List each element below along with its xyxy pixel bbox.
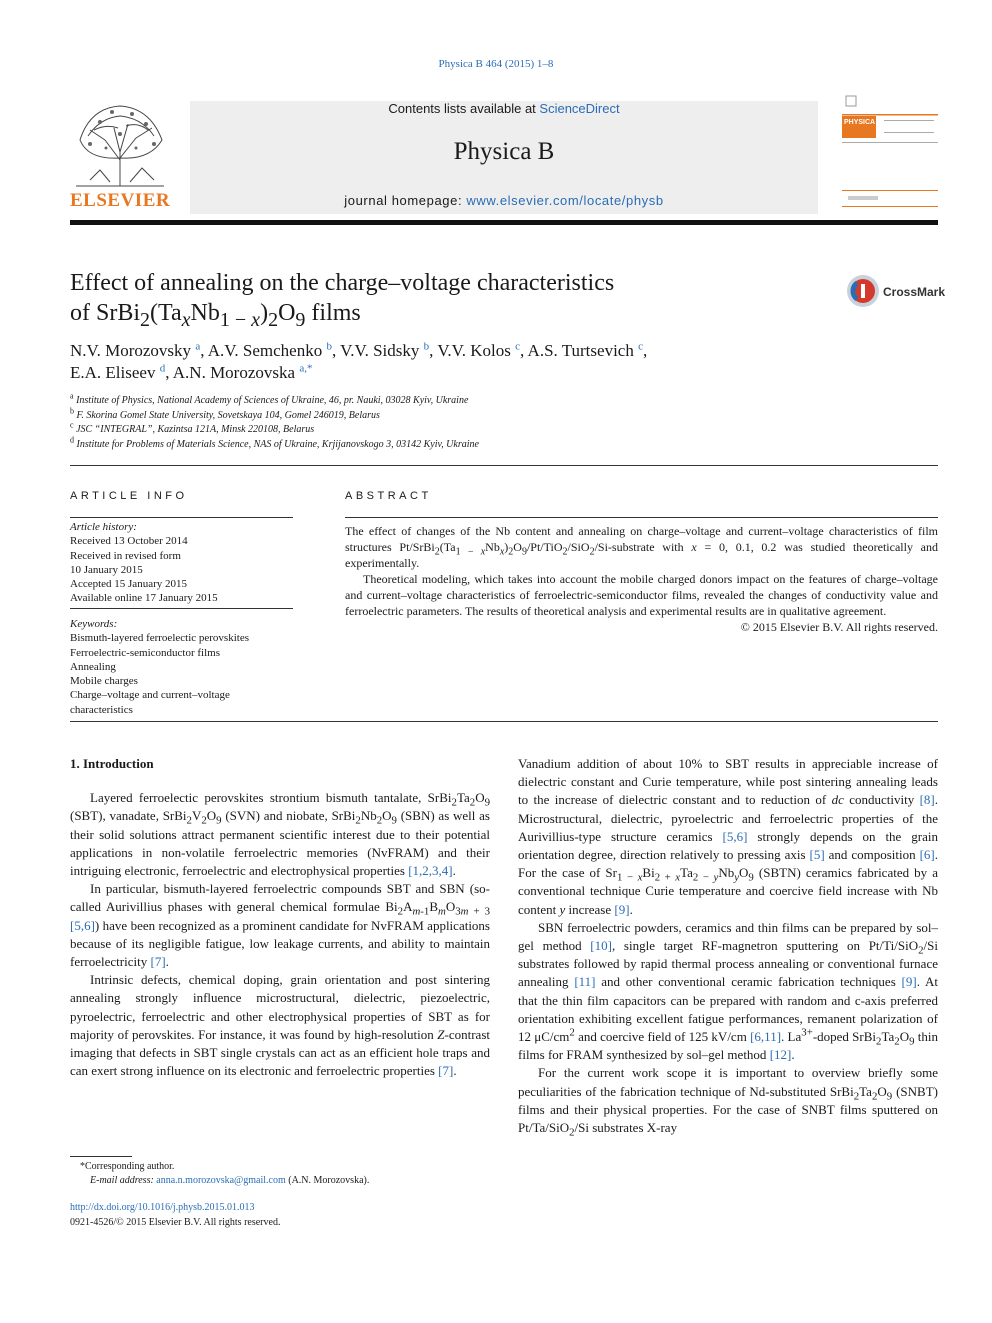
- abstract-paragraph-2: Theoretical modeling, which takes into account the mobile charged donors impact on the features of charge–voltage and current–voltage characteristics of ferroelectric-semiconductor films, revealed the changes of conductivity value and ferroelectric parameters. The results of theoretical analysis and experimental results are in qualitative agreement.: [345, 572, 938, 618]
- history-revised-date: 10 January 2015: [70, 563, 143, 576]
- abstract-copyright: © 2015 Elsevier B.V. All rights reserved.: [740, 620, 938, 634]
- article-title: [70, 268, 790, 331]
- abstract-paragraph-1: The effect of changes of the Nb content and annealing on charge–voltage and current–voltage characteristics of film structures $Pt/SrBi_2(Ta_{1 - x}Nb_x)_2O_9/Pt/TiO_2/SiO_2/Si$-substrate with x = 0, 0.1, 0.2 was studied theoretically and experimentally.: [345, 524, 939, 570]
- affiliation-a: $^a$ Institute of Physics, National Academy of Sciences of Ukraine, 46, pr. Nauki, 03028 Kyiv, Ukraine: [70, 391, 469, 406]
- email-note: E-mail address: anna.n.morozovska@gmail.com (A.N. Morozovska).: [90, 1175, 370, 1186]
- footnote-rule: [70, 1156, 132, 1157]
- keyword-item: characteristics: [70, 703, 133, 716]
- cover-title: PHYSICA: [844, 119, 876, 126]
- journal-homepage: [190, 193, 818, 208]
- crossmark-badge[interactable]: [846, 274, 946, 308]
- body-rule: [70, 721, 938, 722]
- history-label: Article history:: [70, 521, 137, 533]
- history-accepted: Accepted 15 January 2015: [70, 578, 187, 591]
- keywords-label: Keywords:: [70, 618, 118, 630]
- header-rule: [70, 220, 938, 225]
- keywords-list: [70, 617, 293, 717]
- journal-cover-thumbnail: [842, 94, 938, 210]
- contents-prefix: Contents lists available at: [388, 101, 540, 116]
- crossmark-icon: [846, 274, 880, 308]
- keyword-item: Charge–voltage and current–voltage: [70, 689, 230, 702]
- corresponding-author-note: *Corresponding author.: [80, 1161, 175, 1172]
- keywords-rule: [70, 608, 293, 609]
- history-received: Received 13 October 2014: [70, 535, 188, 548]
- intro-paragraph-3: Intrinsic defects, chemical doping, grain orientation and post sintering annealing strongly influence microstructural, dielectric, piezoelectric, pyroelectric, ferroelectric and other electrophysical properties of SBT as for majority of perovskites. For instance, it was found by high-resolution Z-contrast imaging that defects in SBT single crystals can act as an efficient hole traps and can exert strong influence on its electronic and ferroelectric properties [7].: [70, 972, 490, 1079]
- affiliation-b: $^b$ F. Skorina Gomel State University, Sovetskaya 104, Gomel 246019, Belarus: [70, 406, 380, 421]
- contents-line: [190, 101, 818, 116]
- right-paragraph-3: For the current work scope it is important to overview briefly some peculiarities of the fabrication technique of Nd-substituted $SrBi_2Ta_2O_9$ (SNBT) films and their physical properties. For the case of SNBT films sputtered on Pt/Ta/SiO$_2$/Si substrates X-ray: [518, 1065, 938, 1139]
- title-line-2: of $SrBi_2(Ta_xNb_{1 - x})_2O_9$ films: [70, 300, 361, 331]
- affiliation-c: $^c$ JSC “INTEGRAL”, Kazintsa 121A, Minsk 220108, Belarus: [70, 420, 315, 435]
- history-revised: Received in revised form: [70, 549, 181, 562]
- elsevier-wordmark: ELSEVIER: [70, 190, 171, 211]
- elsevier-tree-logo: [70, 100, 170, 188]
- article-info-rule: [70, 517, 293, 518]
- keyword-item: Annealing: [70, 660, 116, 673]
- section-1-title: 1. Introduction: [70, 756, 154, 771]
- body-left-column: [70, 755, 490, 1080]
- article-history: [70, 520, 293, 606]
- author-list: N.V. Morozovsky $^a$, A.V. Semchenko $^b$, V.V. Sidsky $^b$, V.V. Kolos $^c$, A.S. Turtsevich $^c$, E.A. Eliseev $^d$, A.N. Morozovska $^{a,*}$: [70, 340, 648, 382]
- affiliation-rule: [70, 465, 938, 466]
- keyword-item: Mobile charges: [70, 675, 138, 688]
- right-paragraph-1: Vanadium addition of about 10% to SBT results in appreciable increase of dielectric constant and Curie temperature, while post sintering annealing leads to the increase of dielectric constant and to reduction of dc conductivity [8]. Microstructural, dielectric, pyroelectric and ferroelectric properties of the Aurivillius-type structure ceramics [5,6] strongly depends on the grain orientation degree, direction relatively to pressing axis [5] and composition [6]. For the case of $Sr_{1 - x}Bi_{2 + x}Ta_{2 - y}Nb_yO_9$ (SBTN) ceramics fabricated by a conventional technique Curie temperature and coercive field increase with Nb content y increase [9].: [518, 756, 939, 917]
- keyword-item: Bismuth-layered ferroelectic perovskites: [70, 632, 249, 645]
- email-link[interactable]: anna.n.morozovska@gmail.com: [156, 1175, 286, 1186]
- doi-link[interactable]: http://dx.doi.org/10.1016/j.physb.2015.01.013: [70, 1202, 255, 1213]
- keyword-item: Ferroelectric-semiconductor films: [70, 646, 220, 659]
- article-info-heading: ARTICLE INFO: [70, 490, 188, 502]
- abstract-heading: ABSTRACT: [345, 490, 432, 502]
- intro-paragraph-2: In particular, bismuth-layered ferroelectric compounds SBT and SBN (so-called Aurivillius phases with general chemical formulae $Bi_2A_{m-1}B_mO_{3m + 3}$ [5,6]) have been recognized as a prominent candidate for NvFRAM applications because of its negligible fatigue, low leakage currents, and ability to maintain ferroelectricity [7].: [70, 881, 491, 970]
- crossmark-label: CrossMark: [883, 285, 946, 299]
- history-online: Available online 17 January 2015: [70, 592, 218, 605]
- title-line-1: Effect of annealing on the charge–voltage characteristics: [70, 270, 615, 296]
- affiliation-d: $^d$ Institute for Problems of Materials Science, NAS of Ukraine, Krjijanovskogo 3, 03142 Kyiv, Ukraine: [70, 435, 479, 450]
- issn-line: 0921-4526/© 2015 Elsevier B.V. All rights reserved.: [70, 1217, 281, 1228]
- sciencedirect-link[interactable]: ScienceDirect: [539, 101, 620, 116]
- journal-reference[interactable]: Physica B 464 (2015) 1–8: [438, 58, 554, 70]
- homepage-prefix: journal homepage:: [344, 193, 467, 208]
- body-right-column: [518, 755, 938, 1137]
- affiliations: [70, 391, 870, 452]
- journal-name: Physica B: [453, 138, 555, 165]
- intro-paragraph-1: Layered ferroelectic perovskites strontium bismuth tantalate, $SrBi_2Ta_2O_9$ (SBT), vanadate, $SrBi_2V_2O_9$ (SVN) and niobate, $SrBi_2Nb_2O_9$ (SBN) as well as their solid solutions attract permanent scientific interest due to their potential applications in non-volatile ferroelectric memories (NvFRAM) and their intriguing electronic, ferroelectric and electrophysical properties [1,2,3,4].: [70, 790, 490, 879]
- abstract-rule: [345, 517, 938, 518]
- homepage-link[interactable]: www.elsevier.com/locate/physb: [466, 193, 664, 208]
- abstract-text: [345, 523, 938, 635]
- right-paragraph-2: SBN ferroelectric powders, ceramics and thin films can be prepared by sol–gel method [10], single target RF-magnetron sputtering on Pt/Ti/SiO$_2$/Si substrates followed by rapid thermal process annealing or conventional furnace annealing [11] and other conventional ceramic fabrication techniques [9]. At that the thin film capacitors can be prepared with random and c-axis preferred orientation exhibiting excellent fatigue performances, remanent polarization of 12 $\mu C/cm^2$ and coercive field of 125 kV/cm [6,11]. $La^{3+}$-doped $SrBi_2Ta_2O_9$ thin films for FRAM synthesized by sol–gel method [12].: [518, 919, 938, 1063]
